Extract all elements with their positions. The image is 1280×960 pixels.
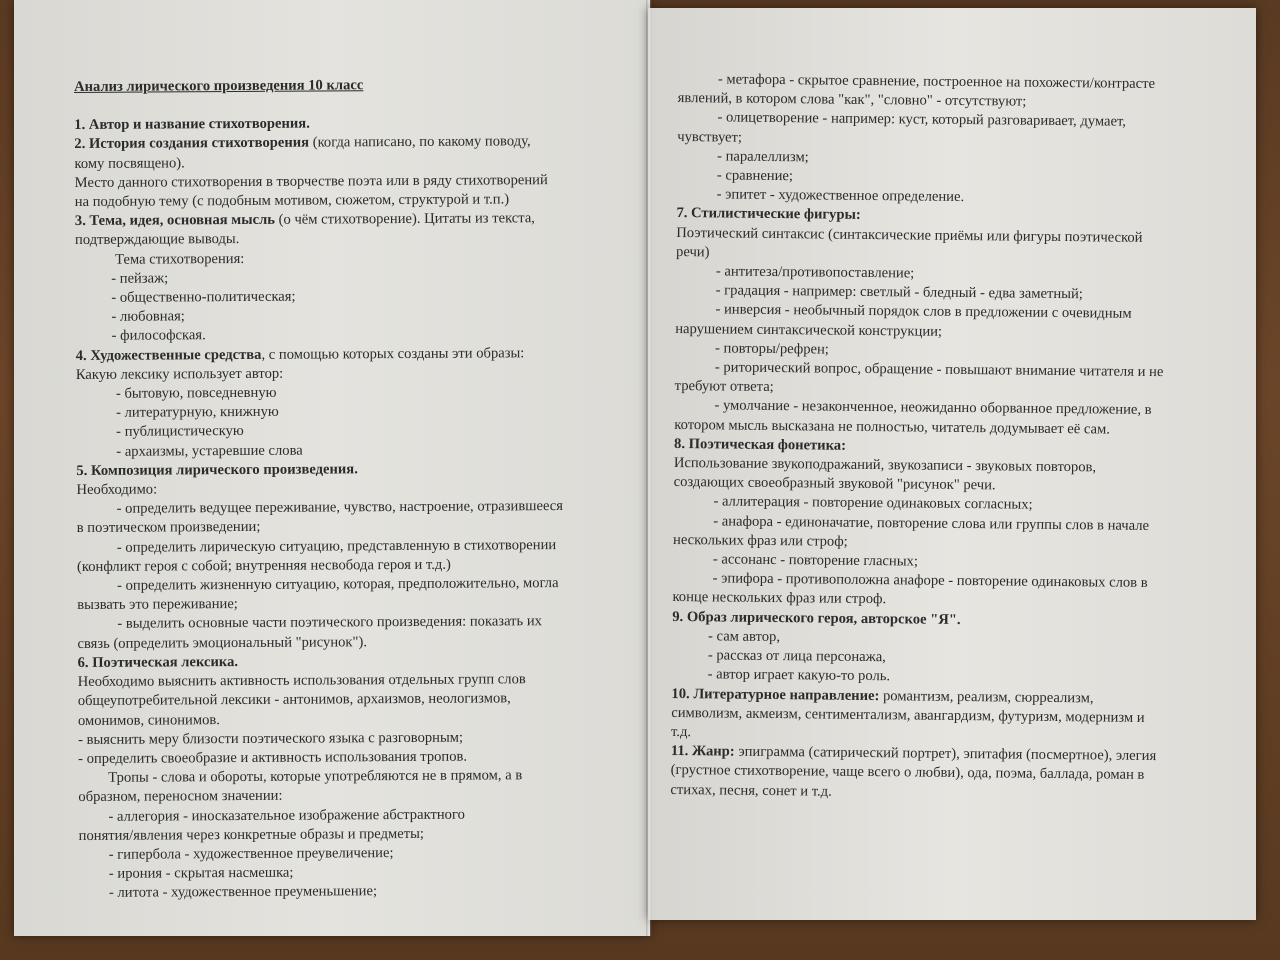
list-item: - определить жизненную ситуацию, которая, предположительно, могла xyxy=(117,575,559,594)
text-line: подтверждающие выводы. xyxy=(74,231,240,249)
section-3: 3. Тема, идея, основная мысль (о чём стихотворение). Цитаты из текста, xyxy=(74,210,535,230)
section-10: 10. Литературное направление: романтизм, реализм, сюрреализм, xyxy=(671,685,1094,706)
list-item: - эпифора - противоположна анафоре - повторение одинаковых слов в xyxy=(712,570,1148,592)
section-5-heading: 5. Композиция лирического произведения. xyxy=(76,461,358,479)
right-page xyxy=(648,8,1256,920)
text-line: создающих своеобразный звуковой "рисунок" речи. xyxy=(673,474,996,494)
themes-label: Тема стихотворения: xyxy=(115,250,245,268)
list-item: - сам автор, xyxy=(707,628,781,645)
list-item: - бытовую, повседневную xyxy=(115,384,277,402)
text-line: речи) xyxy=(676,243,710,261)
text-line: Необходимо: xyxy=(76,481,158,499)
list-item: - аллитерация - повторение одинаковых согласных; xyxy=(713,493,1033,514)
list-item: - литота - художественное преуменьшение; xyxy=(108,883,378,902)
section-11: 11. Жанр: эпиграмма (сатирический портрет), эпитафия (посмертное), элегия xyxy=(670,743,1157,765)
text-line: явлений, в котором слова "как", "словно" - отсутствуют; xyxy=(677,90,1027,110)
list-item: - аллегория - иносказательное изображение абстрактного xyxy=(108,806,465,825)
list-item: - ассонанс - повторение гласных; xyxy=(712,551,919,570)
section-11-heading: 11. Жанр: xyxy=(670,743,735,760)
list-item: - любовная; xyxy=(111,308,185,326)
text-line: Тропы - слова и обороты, которые употребляются не в прямом, а в xyxy=(108,767,523,786)
list-item: - архаизмы, устаревшие слова xyxy=(116,442,303,460)
text-line: стихах, песня, сонет и т.д. xyxy=(670,781,832,800)
section-1-heading: 1. Автор и название стихотворения. xyxy=(74,115,310,134)
text-line: конце нескольких фраз или строф. xyxy=(672,589,887,608)
list-item: - градация - например: светлый - бледный - едва заметный; xyxy=(715,282,1083,303)
text-line: Необходимо выяснить активность использования отдельных групп слов xyxy=(77,671,526,691)
text-line: (грустное стихотворение, чаще всего о любви), ода, поэма, баллада, роман в xyxy=(670,762,1145,784)
list-item: - публицистическую xyxy=(116,423,244,441)
list-item: - повторы/рефрен; xyxy=(715,340,830,358)
page-fold xyxy=(646,0,652,936)
list-item: - гипербола - художественное преувеличение; xyxy=(108,844,394,863)
text-line: понятия/явления через конкретные образы и предметы; xyxy=(78,825,424,844)
text-line: омонимов, синонимов. xyxy=(77,711,220,729)
section-9-heading: 9. Образ лирического героя, авторское "Я". xyxy=(672,608,961,628)
text-line: нарушением синтаксической конструкции; xyxy=(675,320,943,340)
list-item: - олицетворение - например: куст, который разговаривает, думает, xyxy=(717,109,1127,131)
list-item: - антитеза/противопоставление; xyxy=(715,263,915,282)
list-item: - общественно-политическая; xyxy=(111,288,296,306)
list-item: - инверсия - необычный порядок слов в предложении с очевидным xyxy=(715,301,1132,323)
list-item: - определить лирическую ситуацию, представленную в стихотворении xyxy=(116,536,557,556)
text-line: (конфликт героя с собой; внутренняя несвобода героя и т.д.) xyxy=(76,556,451,575)
list-item: - анафора - единоначатие, повторение слова или группы слов в начале xyxy=(713,513,1150,534)
text-line: в поэтическом произведении; xyxy=(76,519,261,537)
text-line: Использование звукоподражаний, звукозаписи - звуковых повторов, xyxy=(673,455,1097,476)
section-8-heading: 8. Поэтическая фонетика: xyxy=(674,435,847,454)
document-title: Анализ лирического произведения 10 класс xyxy=(74,77,364,95)
section-4: 4. Художественные средства, с помощью которых созданы эти образы: xyxy=(75,344,525,364)
list-item: - автор играет какую-то роль. xyxy=(707,666,891,685)
list-item: - паралеллизм; xyxy=(717,148,809,166)
text-line: Поэтический синтаксис (синтаксические приёмы или фигуры поэтической xyxy=(676,224,1143,246)
text-line: требуют ответа; xyxy=(674,378,774,396)
list-item: - рассказ от лица персонажа, xyxy=(707,647,886,666)
text-line: т.д. xyxy=(670,723,692,741)
text-line: вызвать это переживание; xyxy=(77,596,238,614)
text-line: кому посвящено). xyxy=(74,154,185,172)
list-item: - умолчание - незаконченное, неожиданно оборванное предложение, в xyxy=(714,397,1152,419)
list-item: - выделить основные части поэтического произведения: показать их xyxy=(117,613,542,633)
list-item: - метафора - скрытое сравнение, построенное на похожести/контрасте xyxy=(717,71,1156,92)
text-line: - определить своеобразие и активность использования тропов. xyxy=(78,748,468,767)
text-line: общеупотребительной лексики - антонимов, архаизмов, неологизмов, xyxy=(77,690,511,710)
list-item: - эпитет - художественное определение. xyxy=(716,186,965,206)
list-item: - ирония - скрытая насмешка; xyxy=(108,864,294,882)
list-item: - сравнение; xyxy=(716,167,794,185)
section-2-heading: 2. История создания стихотворения xyxy=(74,134,310,153)
right-column xyxy=(670,70,1228,805)
list-item: - философская. xyxy=(111,327,206,345)
left-column xyxy=(74,75,649,904)
section-2: 2. История создания стихотворения (когда написано, по какому поводу, xyxy=(74,133,531,153)
list-item: - риторический вопрос, обращение - повышают внимание читателя и не xyxy=(714,359,1164,381)
left-page xyxy=(14,0,650,936)
text-line: чувствует; xyxy=(677,128,743,146)
text-line: на подобную тему (с подобным мотивом, сюжетом, структурой и т.п.) xyxy=(74,191,510,211)
list-item: - литературную, книжную xyxy=(115,404,279,421)
text-line: символизм, акмеизм, сентиментализм, авангардизм, футуризм, модернизм и xyxy=(671,704,1145,726)
section-10-heading: 10. Литературное направление: xyxy=(671,685,880,704)
section-4-heading: 4. Художественные средства xyxy=(75,346,262,364)
text-line: котором мысль высказана не полностью, читатель додумывает её сам. xyxy=(674,416,1111,438)
section-6-heading: 6. Поэтическая лексика. xyxy=(77,653,239,671)
text-line: связь (определить эмоциональный "рисунок"). xyxy=(77,633,368,652)
text-line: нескольких фраз или строф; xyxy=(672,531,848,550)
section-3-heading: 3. Тема, идея, основная мысль xyxy=(74,211,276,230)
text-line: образном, переносном значении: xyxy=(78,788,283,806)
text-line: Место данного стихотворения в творчестве поэта или в ряду стихотворений xyxy=(74,171,548,191)
section-7-heading: 7. Стилистические фигуры: xyxy=(676,205,861,224)
text-line: - выяснить меру близости поэтического языка с разговорным; xyxy=(77,729,464,748)
list-item: - определить ведущее переживание, чувство, настроение, отразившееся xyxy=(116,498,564,518)
text-line: Какую лексику использует автор: xyxy=(75,365,284,383)
list-item: - пейзаж; xyxy=(111,270,169,287)
